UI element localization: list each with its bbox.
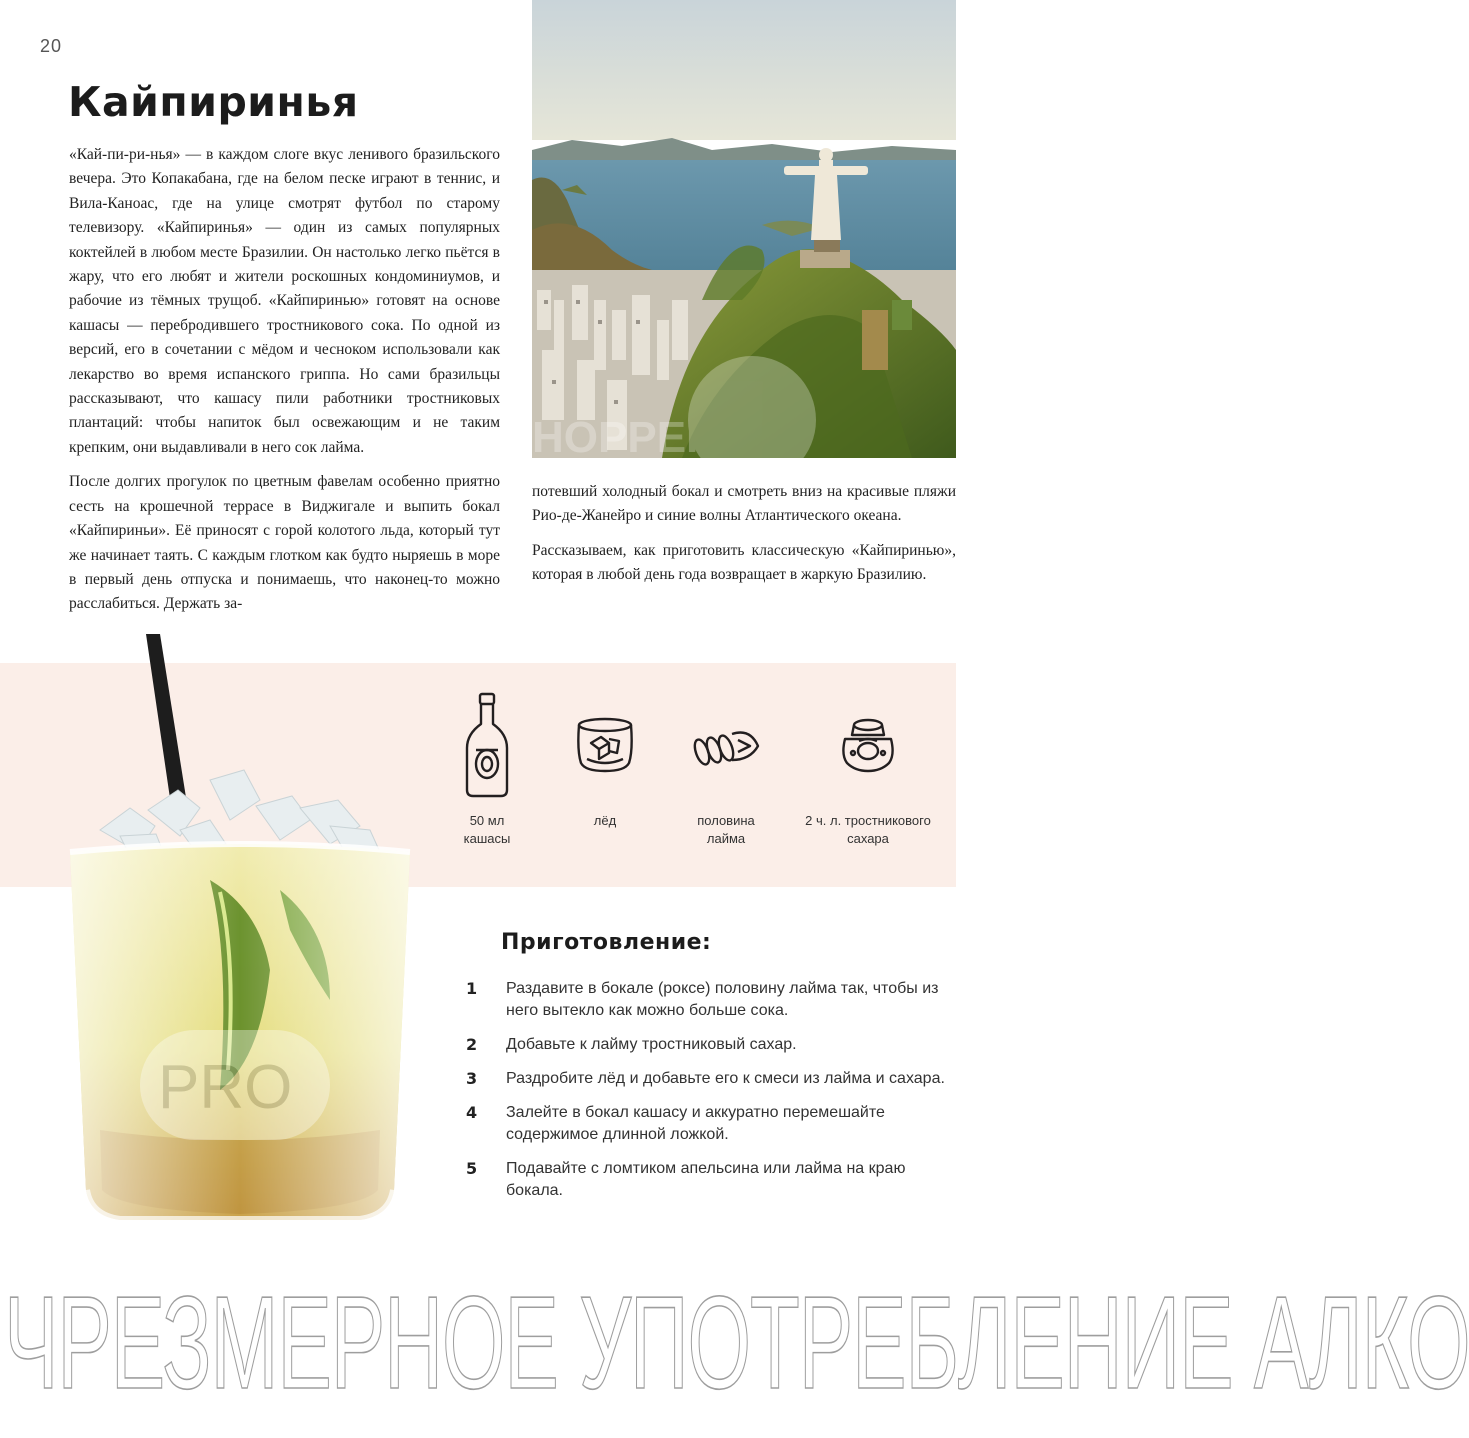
step-number: 2 xyxy=(466,1035,478,1054)
step-item xyxy=(460,978,960,1022)
article-title: Кайпиринья xyxy=(68,78,359,126)
svg-text:PRO: PRO xyxy=(158,1053,293,1122)
step-number: 5 xyxy=(466,1159,478,1178)
article-left-column xyxy=(69,143,500,627)
step-text: Раздробите лёд и добавьте его к смеси из лайма и сахара. xyxy=(506,1070,945,1087)
paragraph: потевший холодный бокал и смотреть вниз на красивые пляжи Рио-де-Жанейро и синие волны Атлантического океана. xyxy=(532,483,956,525)
alcohol-warning-text: ЧРЕЗМЕРНОЕ УПОТРЕБЛЕНИЕ АЛКО xyxy=(4,1269,1469,1416)
step-item xyxy=(460,1158,960,1202)
step-item xyxy=(460,1034,960,1056)
step-text: Добавьте к лайму тростниковый сахар. xyxy=(506,1036,797,1053)
rio-christ-redeemer-photo xyxy=(532,0,956,462)
ice-glass-icon xyxy=(573,715,637,775)
step-text: Подавайте с ломтиком апельсина или лайма на краю бокала. xyxy=(506,1160,906,1199)
sugar-bowl-icon xyxy=(837,715,899,775)
step-number: 4 xyxy=(466,1103,478,1122)
ingredient-label: половина лайма xyxy=(697,813,755,846)
ingredient-label: 2 ч. л. тростникового сахара xyxy=(805,813,931,846)
step-text: Раздавите в бокале (роксе) половину лайма так, чтобы из него вытекло как можно больше сока. xyxy=(506,980,939,1019)
paragraph: «Кай-пи-ри-нья» — в каждом слоге вкус ленивого бразильского вечера. Это Копакабана, где на белом песке играют в теннис, и Вила-Каноас, где на улице смотрят футбол по старому телевизору. «Кайпиринья» — один из самых популярных коктейлей в любом месте Бразилии. Он настолько легко пьётся в жару, что его любят и жители роскошных кондоминиумов, и рабочие из тёмных трущоб. «Кайпиринью» готовят на основе кашасы — перебродившего тростникового сока. По одной из версий, его в сочетании с мёдом и чесноком использовали как лекарство во время испанского гриппа. Но сами бразильцы рассказывают, что кашасу пили работники тростниковых плантаций: чтобы напиток был освежающим и не таким крепким, они выдавливали в него сок лайма. xyxy=(69,146,500,456)
step-item xyxy=(460,1068,960,1090)
article-right-column xyxy=(532,480,956,598)
caipirinha-glass-photo xyxy=(60,630,420,1240)
lime-slices-icon xyxy=(690,720,762,770)
alcohol-warning-banner xyxy=(0,1256,1469,1438)
preparation-steps xyxy=(460,978,960,1214)
paragraph: Рассказываем, как приготовить классическую «Кайпиринью», которая в любой день года возвращает в жаркую Бразилию. xyxy=(532,541,956,584)
ingredient-lime xyxy=(651,690,801,848)
bottle-icon xyxy=(457,690,517,800)
step-item xyxy=(460,1102,960,1146)
page-number: 20 xyxy=(40,36,63,56)
preparation-title: Приготовление: xyxy=(501,930,712,955)
ingredient-label: 50 мл кашасы xyxy=(463,813,511,846)
svg-text:HOPPER: HOPPER xyxy=(532,413,718,462)
ingredient-label: лёд xyxy=(593,813,617,828)
step-number: 1 xyxy=(466,979,478,998)
paragraph: После долгих прогулок по цветным фавелам особенно приятно сесть на крошечной террасе в Виджигале и выпить бокал «Кайпириньи». Её приносят с горой колотого льда, который тут же начинает таять. С каждым глотком как будто ныряешь в море в первый день отпуска и понимаешь, что наконец-то можно расслабиться. Держать за- xyxy=(69,473,500,613)
step-text: Залейте в бокал кашасу и аккуратно перемешайте содержимое длинной ложкой. xyxy=(506,1104,885,1143)
ingredient-sugar xyxy=(793,690,943,848)
step-number: 3 xyxy=(466,1069,478,1088)
